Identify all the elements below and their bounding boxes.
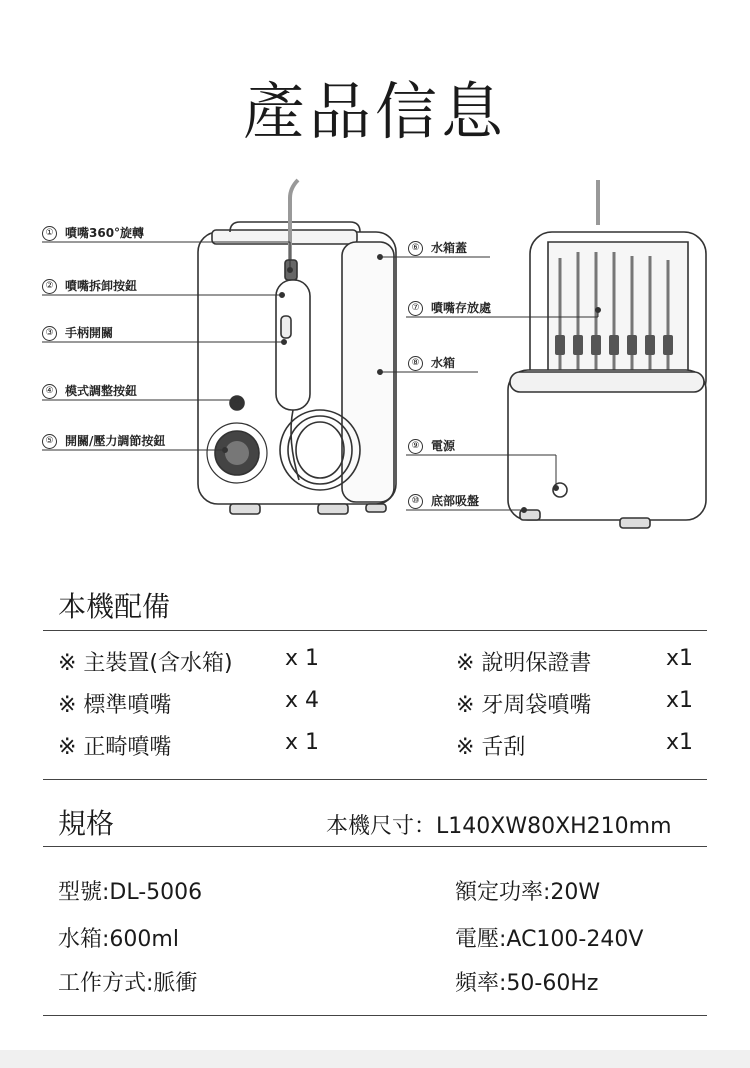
accessory-item: ※ 標準噴嘴 [58, 693, 172, 718]
accessory-item: ※ 牙周袋噴嘴 [456, 693, 592, 718]
spec-power: 額定功率:20W [455, 880, 601, 905]
callout-suction-feet: ⑩ 底部吸盤 [408, 492, 479, 509]
callout-power: ⑨ 電源 [408, 437, 455, 454]
callout-water-tank: ⑧ 水箱 [408, 354, 455, 371]
divider [43, 630, 707, 631]
accessory-item: ※ 說明保證書 [456, 651, 592, 676]
specs-title: 規格 [58, 807, 115, 840]
bottom-band [0, 1050, 750, 1068]
spec-mode: 工作方式:脈衝 [58, 971, 198, 996]
divider [43, 1015, 707, 1016]
page-title: 產品信息 [242, 75, 507, 148]
spec-frequency: 頻率:50-60Hz [455, 971, 599, 996]
accessory-item: ※ 舌刮 [456, 735, 526, 760]
accessory-qty: x1 [666, 646, 694, 671]
callout-tank-lid: ⑥ 水箱蓋 [408, 239, 467, 256]
accessory-item: ※ 主裝置(含水箱) [58, 651, 233, 676]
accessory-qty: x 1 [285, 646, 320, 671]
spec-model: 型號:DL-5006 [58, 880, 203, 905]
accessories-title: 本機配備 [58, 590, 171, 623]
accessory-qty: x 1 [285, 730, 320, 755]
callout-mode-button: ④ 模式調整按鈕 [42, 382, 137, 399]
spec-tank: 水箱:600ml [58, 927, 179, 952]
callout-nozzle-rotation: ① 噴嘴360°旋轉 [42, 224, 144, 241]
dimensions: 本機尺寸：L140XW80XH210mm [326, 814, 672, 839]
accessory-item: ※ 正畸噴嘴 [58, 735, 172, 760]
spec-voltage: 電壓:AC100-240V [455, 927, 644, 952]
callout-power-pressure-knob: ⑤ 開關/壓力調節按鈕 [42, 432, 165, 449]
accessory-qty: x1 [666, 688, 694, 713]
accessory-qty: x1 [666, 730, 694, 755]
product-diagram [0, 160, 750, 530]
callout-handle-switch: ③ 手柄開關 [42, 324, 113, 341]
divider [43, 779, 707, 780]
accessory-qty: x 4 [285, 688, 320, 713]
callout-nozzle-release-button: ② 噴嘴拆卸按鈕 [42, 277, 137, 294]
divider [43, 846, 707, 847]
callout-nozzle-storage: ⑦ 噴嘴存放處 [408, 299, 491, 316]
